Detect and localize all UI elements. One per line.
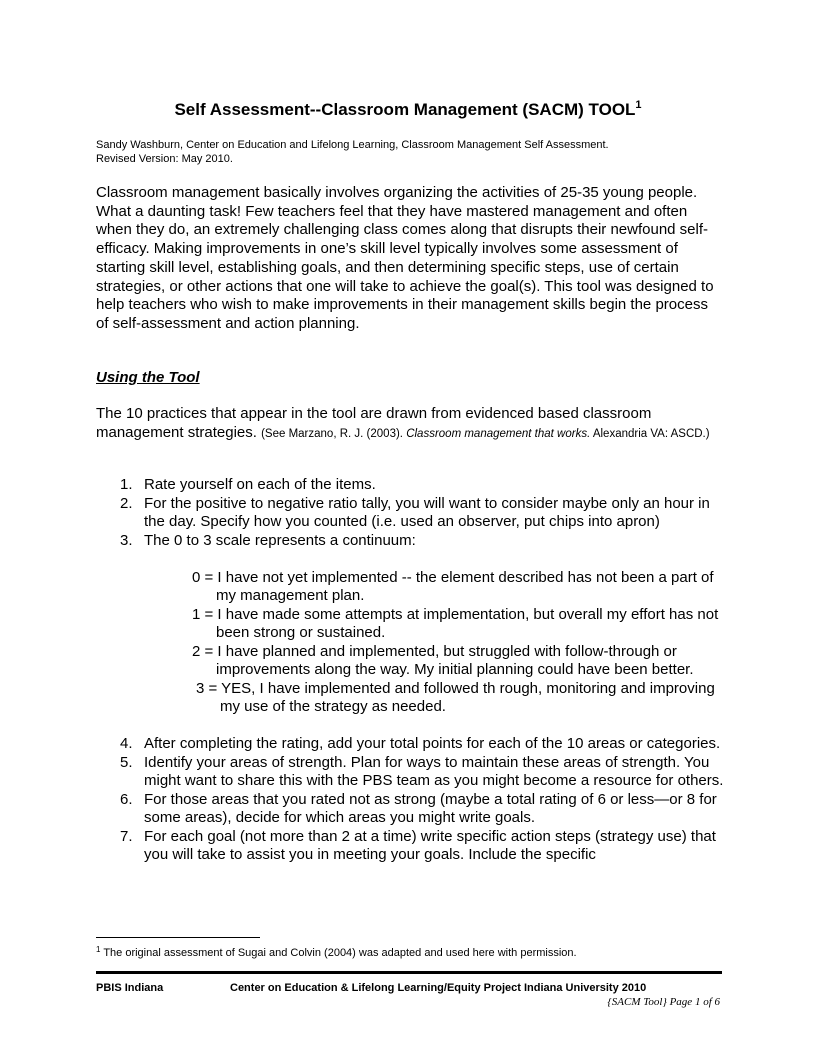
section-heading: Using the Tool [96,369,200,386]
footer-center: Center on Education & Lifelong Learning/Equity Project Indiana University 2010 [230,982,647,994]
scale-level-0: 0 = I have not yet implemented -- the element described has not been a part of my management plan. [192,568,714,604]
citation-line-1: Sandy Washburn, Center on Education and Lifelong Learning, Classroom Management Self Assessment. [96,139,609,151]
list-item-text: Identify your areas of strength. Plan for ways to maintain these areas of strength. You might want to share this with the PBS team as you might become a resource for others. [144,753,724,789]
intro-paragraph: Classroom management basically involves organizing the activities of 25-35 young people. What a daunting task! Few teachers feel that they have mastered management and often when they do, an extremely challenging class comes along that disrupts their newfound self-efficacy. Making improvements in one’s skill level typically involves some assessment of starting skill level, establishing goals, and then determining specific steps, use of certain strategies, or other actions that one will take to achieve the goal(s). This tool was designed to help teachers who wish to make improvements in their management skills begin the process of self-assessment and action planning. [96,184,714,332]
list-item [96,476,724,495]
title-text: Self Assessment--Classroom Management (SACM) TOOL [174,100,636,119]
list-item-text: Rate yourself on each of the items. [144,476,376,493]
reference-title: Classroom management that works. [406,427,591,440]
footnote-marker: 1 [96,945,101,954]
list-number: 3. [120,531,133,549]
list-item-text: The 0 to 3 scale represents a continuum: [144,531,416,549]
rating-scale [96,569,724,717]
scale-level-1: 1 = I have made some attempts at implementation, but overall my effort has not been strong or sustained. [192,605,719,641]
para2-text: The 10 practices that appear in the tool are drawn from evidenced based classroom management strategies. [96,405,652,441]
list-number: 1. [120,476,133,493]
scale-level-3: 3 = YES, I have implemented and followed th rough, monitoring and improving my use of the strategy as needed. [196,679,715,715]
footnote-text: The original assessment of Sugai and Colvin (2004) was adapted and used here with permission. [103,947,577,959]
footer-divider [96,971,722,974]
footer-org: PBIS Indiana [96,982,164,994]
list-item-text: For those areas that you rated not as strong (maybe a total rating of 6 or less—or 8 for some areas), decide for which areas you might write goals. [144,790,717,826]
list-number: 7. [120,827,133,845]
instructions-list [96,476,724,865]
reference-part: Alexandria VA: ASCD.) [590,427,710,440]
list-number: 6. [120,790,133,808]
reference-part: (See Marzano, R. J. (2003). [261,427,407,440]
list-item [96,495,724,532]
list-number: 5. [120,753,133,771]
citation-line-2: Revised Version: May 2010. [96,153,233,165]
list-number: 4. [120,735,133,752]
list-item-text: For each goal (not more than 2 at a time) write specific action steps (strategy use) that you will take to assist you in meeting your goals. Include the specific [144,827,716,863]
footnote-divider [96,937,260,938]
list-item [96,791,724,828]
page-number: {SACM Tool} Page 1 of 6 [607,996,720,1008]
title-footnote-marker: 1 [635,99,642,111]
list-item-text: After completing the rating, add your total points for each of the 10 areas or categories. [144,735,721,752]
citation [96,138,609,166]
list-item [96,532,724,551]
list-number: 2. [120,494,133,512]
scale-level-2: 2 = I have planned and implemented, but struggled with follow-through or improvements along the way. My initial planning could have been better. [192,642,694,678]
list-item [96,735,724,754]
reference-citation [261,428,709,440]
list-item [96,754,724,791]
list-item [96,828,724,865]
tool-description-paragraph [96,405,724,443]
list-item-text: For the positive to negative ratio tally, you will want to consider maybe only an hour in the day. Specify how you counted (i.e. used an observer, put chips into apron) [144,494,710,530]
footnote [96,943,577,960]
document-title [96,94,720,121]
